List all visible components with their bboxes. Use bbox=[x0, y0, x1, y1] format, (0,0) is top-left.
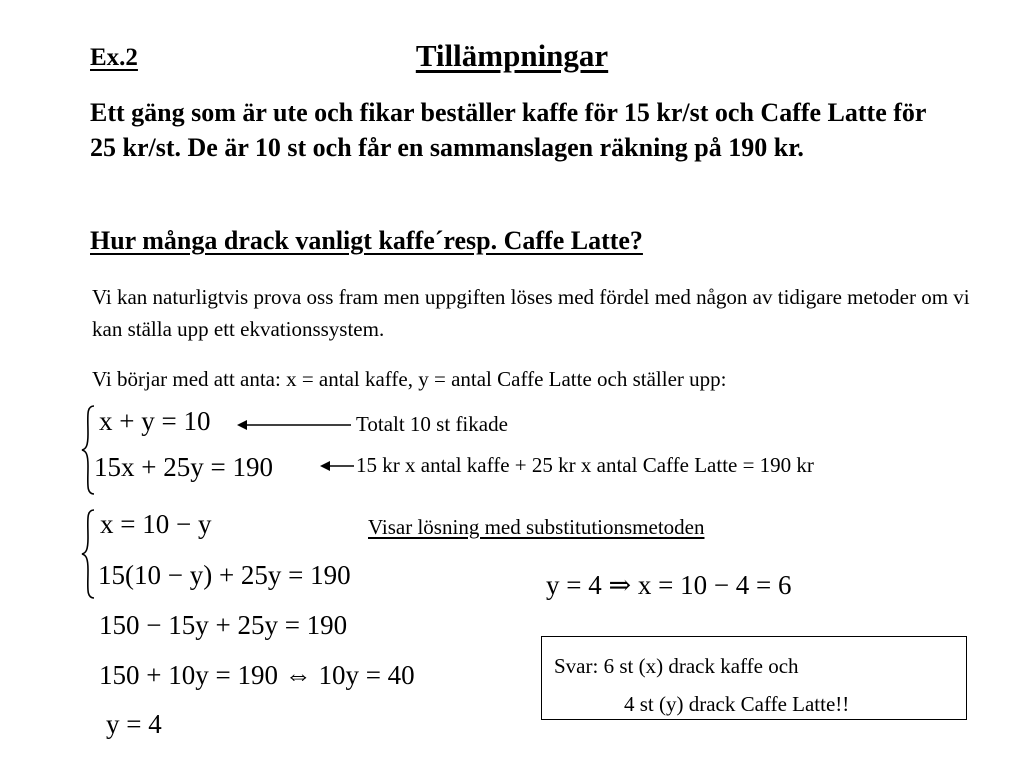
step-y-value: y = 4 bbox=[106, 709, 162, 739]
equation-cost: 15x + 25y = 190 bbox=[94, 452, 273, 482]
page-title: Tillämpningar bbox=[415, 38, 609, 73]
annotation-cost: 15 kr x antal kaffe + 25 kr x antal Caffe Latte = 190 kr bbox=[356, 453, 814, 477]
step-simplify: 150 + 10y = 190 ⇔ 10y = 40 bbox=[99, 660, 415, 690]
arrow-left-icon bbox=[318, 456, 356, 476]
assumption-text: Vi börjar med att anta: x = antal kaffe, y = antal Caffe Latte och ställer upp: bbox=[92, 367, 727, 391]
intro-text: Vi kan naturligtvis prova oss fram men uppgiften löses med fördel med någon av tidigare metoder om vi kan ställa upp ett ekvationssystem. bbox=[92, 285, 970, 341]
annotation-total: Totalt 10 st fikade bbox=[356, 412, 508, 436]
answer-line-2: 4 st (y) drack Caffe Latte!! bbox=[624, 692, 850, 716]
problem-question: Hur många drack vanligt kaffe´resp. Caffe Latte? bbox=[90, 226, 643, 255]
result-equation: y = 4 ⇒ x = 10 − 4 = 6 bbox=[546, 570, 792, 600]
problem-text: Ett gäng som är ute och fikar beställer kaffe för 15 kr/st och Caffe Latte för 25 kr/st. De är 10 st och får en sammanslagen räkning på 190 kr. bbox=[90, 98, 926, 162]
substitution-brace-icon bbox=[80, 508, 96, 600]
answer-box bbox=[541, 636, 967, 720]
method-label: Visar lösning med substitutionsmetoden bbox=[368, 515, 705, 539]
arrow-left-icon bbox=[235, 415, 353, 435]
example-label: Ex.2 bbox=[90, 44, 138, 71]
step-expand: 150 − 15y + 25y = 190 bbox=[99, 610, 348, 640]
step-substitute-x: x = 10 − y bbox=[100, 509, 212, 539]
answer-line-1: Svar: 6 st (x) drack kaffe och bbox=[554, 654, 799, 678]
equation-sum: x + y = 10 bbox=[99, 406, 211, 436]
step-insert: 15(10 − y) + 25y = 190 bbox=[98, 560, 351, 590]
